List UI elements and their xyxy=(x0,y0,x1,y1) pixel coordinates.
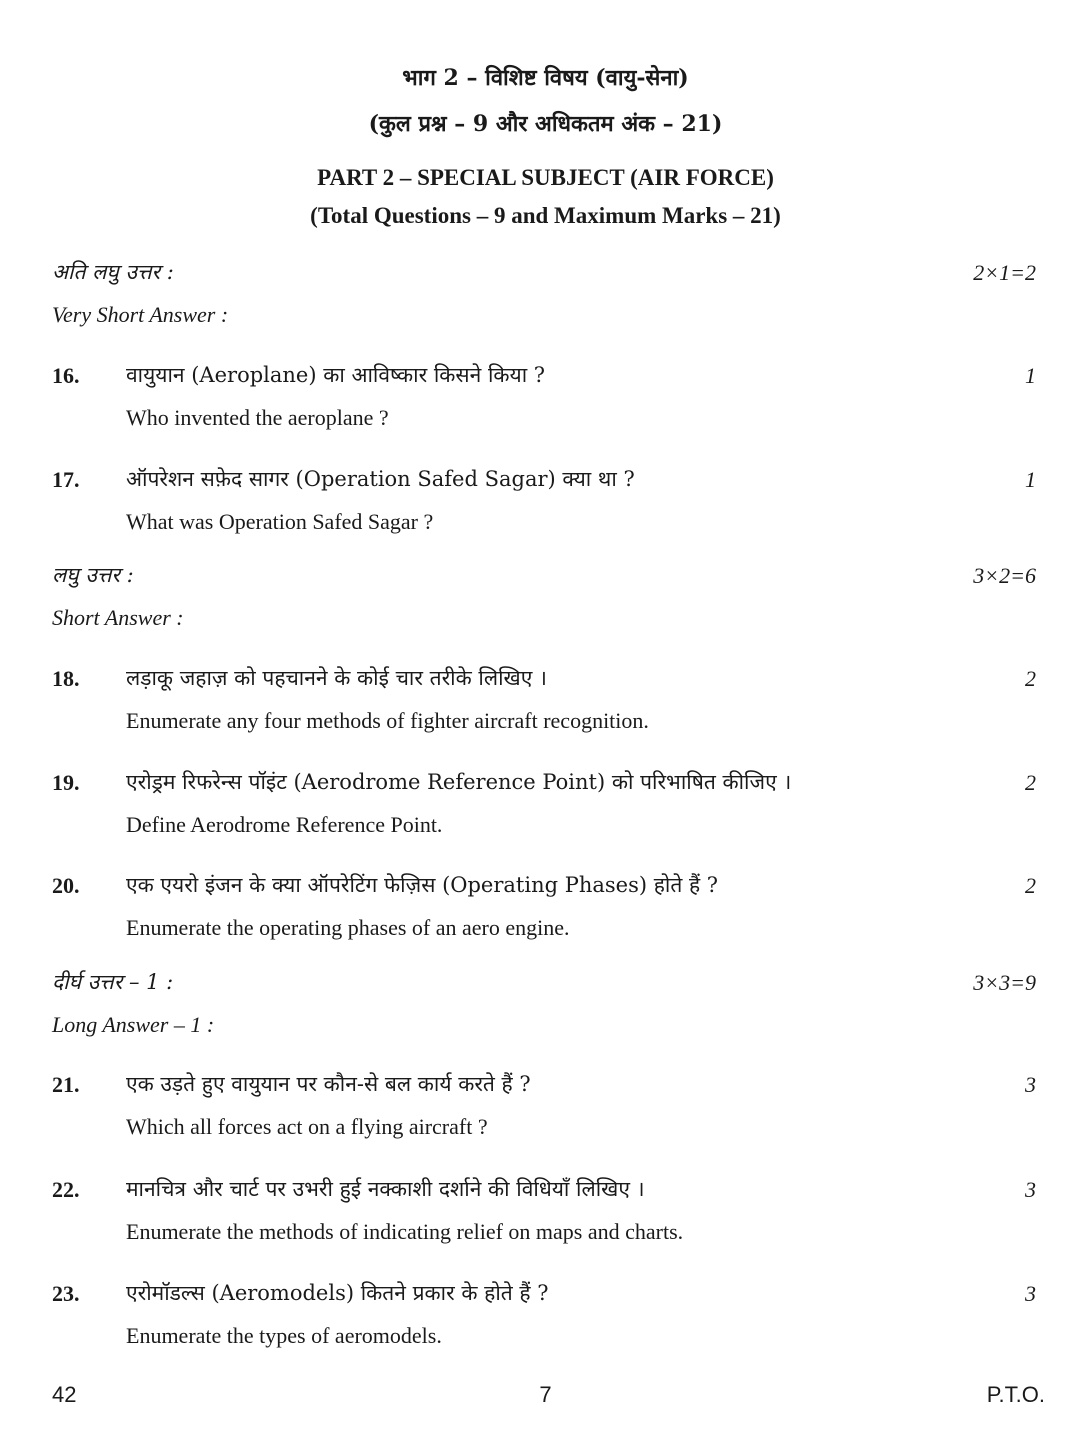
hindi-part-title: भाग 2 – विशिष्ट विषय (वायु-सेना) xyxy=(402,65,689,91)
section-heading-english: Short Answer : xyxy=(52,605,184,630)
question-number: 20. xyxy=(52,873,80,898)
question-text-hindi: एरोड्रम रिफरेन्स पॉइंट (Aerodrome Reference Point) को परिभाषित कीजिए । xyxy=(126,770,792,794)
question-text-english: Enumerate the operating phases of an aero engine. xyxy=(126,915,570,940)
question-17 xyxy=(52,465,1036,545)
question-marks: 3 xyxy=(1025,1281,1036,1306)
question-21 xyxy=(52,1070,1036,1150)
question-marks: 1 xyxy=(1025,363,1036,388)
question-text-hindi: एरोमॉडल्स (Aeromodels) कितने प्रकार के होते हैं ? xyxy=(126,1281,549,1305)
page-number: 7 xyxy=(539,1382,552,1407)
question-marks: 3 xyxy=(1025,1072,1036,1097)
section-heading-hindi: दीर्घ उत्तर – 1 : xyxy=(52,970,174,994)
section-long-answer-1 xyxy=(52,968,1036,1037)
question-number: 21. xyxy=(52,1072,80,1097)
question-marks: 2 xyxy=(1025,770,1036,795)
question-text-hindi: एक एयरो इंजन के क्या ऑपरेटिंग फेज़िस (Operating Phases) होते हैं ? xyxy=(126,873,719,897)
question-text-hindi: एक उड़ते हुए वायुयान पर कौन-से बल कार्य करते हैं ? xyxy=(126,1072,531,1096)
question-text-english: Which all forces act on a flying aircraft ? xyxy=(126,1114,488,1139)
question-marks: 2 xyxy=(1025,666,1036,691)
question-23 xyxy=(52,1279,1036,1359)
section-heading-english: Long Answer – 1 : xyxy=(52,1012,215,1037)
question-marks: 1 xyxy=(1025,467,1036,492)
section-marks: 3×3=9 xyxy=(973,970,1036,995)
question-text-hindi: वायुयान (Aeroplane) का आविष्कार किसने किया ? xyxy=(126,363,546,387)
section-marks: 2×1=2 xyxy=(973,260,1036,285)
question-19 xyxy=(52,768,1036,848)
question-number: 19. xyxy=(52,770,80,795)
question-number: 18. xyxy=(52,666,80,691)
english-part-title: PART 2 – SPECIAL SUBJECT (AIR FORCE) xyxy=(317,165,774,190)
question-number: 17. xyxy=(52,467,80,492)
question-text-english: What was Operation Safed Sagar ? xyxy=(126,509,434,534)
question-text-hindi: ऑपरेशन सफ़ेद सागर (Operation Safed Sagar) क्या था ? xyxy=(126,467,635,491)
question-16 xyxy=(52,361,1036,441)
question-text-english: Enumerate the types of aeromodels. xyxy=(126,1323,442,1348)
question-marks: 3 xyxy=(1025,1177,1036,1202)
english-part-subtitle: (Total Questions – 9 and Maximum Marks – 21) xyxy=(310,203,781,228)
question-text-english: Enumerate the methods of indicating relief on maps and charts. xyxy=(126,1219,684,1244)
question-number: 23. xyxy=(52,1281,80,1306)
question-number: 16. xyxy=(52,363,80,388)
hindi-part-subtitle: (कुल प्रश्न – 9 और अधिकतम अंक – 21) xyxy=(368,111,723,137)
section-marks: 3×2=6 xyxy=(973,563,1036,588)
please-turn-over: P.T.O. xyxy=(986,1382,1045,1407)
question-20 xyxy=(52,871,1036,951)
paper-code: 42 xyxy=(52,1382,77,1407)
question-text-english: Define Aerodrome Reference Point. xyxy=(126,812,443,837)
question-18 xyxy=(52,664,1036,744)
question-text-hindi: मानचित्र और चार्ट पर उभरी हुई नक्काशी दर्शाने की विधियाँ लिखिए । xyxy=(126,1177,645,1201)
section-very-short-answer xyxy=(52,258,1036,327)
question-text-english: Enumerate any four methods of fighter aircraft recognition. xyxy=(126,708,649,733)
section-short-answer xyxy=(52,561,1036,630)
section-heading-hindi: अति लघु उत्तर : xyxy=(52,260,174,284)
question-text-hindi: लड़ाकू जहाज़ को पहचानने के कोई चार तरीके लिखिए । xyxy=(126,666,547,690)
question-number: 22. xyxy=(52,1177,80,1202)
question-marks: 2 xyxy=(1025,873,1036,898)
section-heading-english: Very Short Answer : xyxy=(52,302,229,327)
section-heading-hindi: लघु उत्तर : xyxy=(52,563,134,587)
question-text-english: Who invented the aeroplane ? xyxy=(126,405,389,430)
question-22 xyxy=(52,1175,1036,1255)
